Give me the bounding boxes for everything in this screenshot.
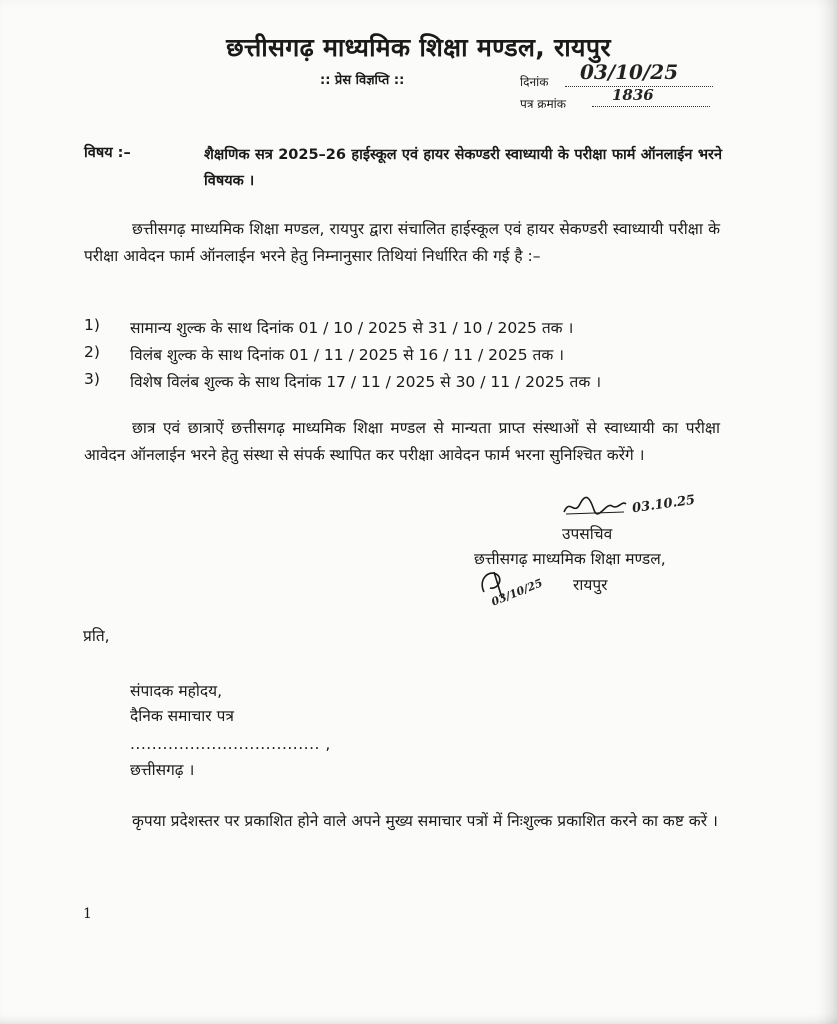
page-number: 1 bbox=[83, 906, 92, 922]
schedule-item-text: सामान्य शुल्क के साथ दिनांक 01 / 10 / 2025 से 31 / 10 / 2025 तक । bbox=[130, 319, 574, 337]
closing-paragraph: कृपया प्रदेशस्तर पर प्रकाशित होने वाले अपने मुख्य समाचार पत्रों में निःशुल्क प्रकाशित करने का कष्ट करें । bbox=[132, 812, 718, 830]
schedule-item-number: 1) bbox=[84, 316, 100, 334]
recipient-line: छत्तीसगढ़ । bbox=[130, 761, 195, 779]
schedule-item-number: 2) bbox=[84, 343, 100, 361]
initial-date: 03/10/25 bbox=[489, 576, 545, 609]
to-label: प्रति, bbox=[83, 627, 110, 645]
schedule-item-number: 3) bbox=[84, 370, 100, 388]
subject-label: विषय :– bbox=[84, 145, 131, 161]
intro-paragraph: छत्तीसगढ़ माध्यमिक शिक्षा मण्डल, रायपुर द्वारा संचालित हाईस्कूल एवं हायर सेकण्डरी स्वाध्यायी परीक्षा के परीक्षा आवेदन फार्म ऑनलाईन भरने हेतु निम्नानुसार तिथियां निर्धारित की गई है :– bbox=[84, 220, 720, 265]
signature-org: छत्तीसगढ़ माध्यमिक शिक्षा मण्डल, bbox=[474, 550, 666, 568]
ref-value: 1836 bbox=[612, 86, 654, 104]
date-label: दिनांक bbox=[520, 75, 549, 89]
recipient-line: संपादक महोदय, bbox=[130, 682, 223, 700]
ref-label: पत्र क्रमांक bbox=[520, 97, 566, 111]
subject-text: शैक्षणिक सत्र 2025–26 हाईस्कूल एवं हायर सेकण्डरी स्वाध्यायी के परीक्षा फार्म ऑनलाईन भरने विषयक । bbox=[204, 147, 722, 189]
press-release-label: :: प्रेस विज्ञप्ति :: bbox=[320, 73, 405, 88]
instruction-paragraph: छात्र एवं छात्राऐं छत्तीसगढ़ माध्यमिक शिक्षा मण्डल से मान्यता प्राप्त संस्थाओं से स्वाध्यायी का परीक्षा आवेदन ऑनलाईन भरने हेतु संस्था से संपर्क स्थापित कर परीक्षा आवेदन फार्म भरना सुनिश्चित करेंगे । bbox=[84, 419, 720, 464]
signature-scribble bbox=[560, 494, 630, 520]
signature-date: 03.10.25 bbox=[631, 492, 697, 517]
recipient-line: दैनिक समाचार पत्र bbox=[130, 707, 234, 725]
designation: उपसचिव bbox=[562, 525, 613, 543]
date-value: 03/10/25 bbox=[580, 60, 679, 84]
signature-city: रायपुर bbox=[573, 576, 608, 594]
schedule-item-text: विशेष विलंब शुल्क के साथ दिनांक 17 / 11 / 2025 से 30 / 11 / 2025 तक । bbox=[130, 373, 602, 391]
schedule-item-text: विलंब शुल्क के साथ दिनांक 01 / 11 / 2025 से 16 / 11 / 2025 तक । bbox=[130, 346, 565, 364]
letterhead-title: छत्तीसगढ़ माध्यमिक शिक्षा मण्डल, रायपुर bbox=[226, 33, 611, 62]
recipient-blank: ................................... , bbox=[130, 735, 331, 753]
